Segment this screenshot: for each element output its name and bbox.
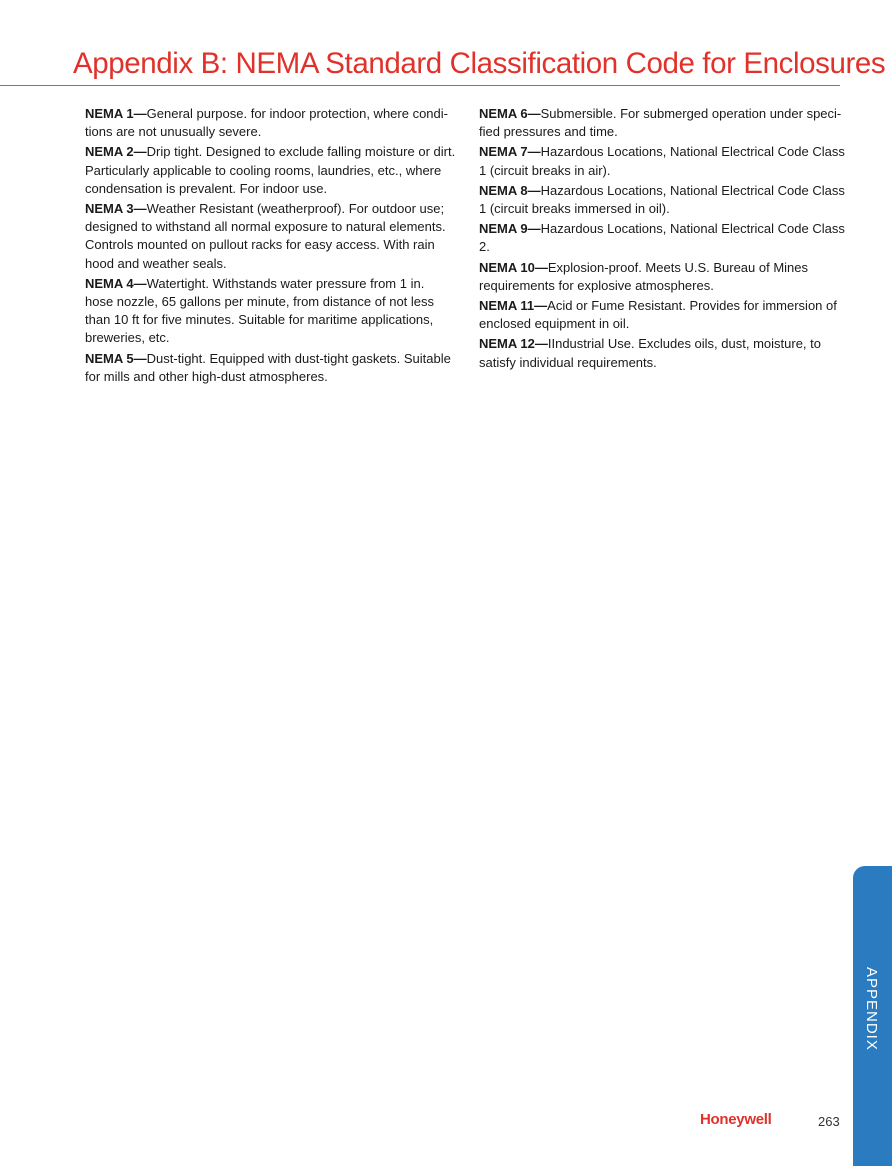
nema-code: NEMA 1— [85, 106, 147, 121]
nema-description: General purpose. for indoor protection, where condi-tions are not unusually severe. [85, 106, 448, 140]
nema-description: Hazardous Locations, National Electrical Code Class 2. [479, 221, 845, 255]
nema-entry-2 [85, 143, 456, 198]
nema-entry-11 [479, 297, 847, 333]
appendix-tab-label: APPENDIX [863, 967, 880, 1051]
nema-entry-8 [479, 182, 847, 218]
nema-code: NEMA 6— [479, 106, 541, 121]
nema-entry-9 [479, 220, 847, 256]
nema-code: NEMA 4— [85, 275, 147, 291]
nema-entry-4 [85, 275, 456, 348]
nema-description: Weather Resistant (weatherproof). For outdoor use; designed to withstand all normal exposure to natural elements. Controls mounted on pullout racks for easy access. With rain hood and weather seals. [85, 201, 446, 271]
nema-code: NEMA 7— [479, 144, 541, 160]
nema-code: NEMA 3— [85, 201, 147, 217]
nema-description: Dust-tight. Equipped with dust-tight gaskets. Suitable for mills and other high-dust atmospheres. [85, 350, 451, 384]
nema-entry-6 [479, 105, 847, 141]
nema-code: NEMA 5— [85, 350, 147, 366]
left-column [85, 105, 456, 388]
nema-code: NEMA 10— [479, 259, 548, 275]
nema-code: NEMA 11— [479, 298, 548, 314]
honeywell-logo: Honeywell [700, 1111, 772, 1128]
nema-description: Hazardous Locations, National Electrical Code Class 1 (circuit breaks in air). [479, 144, 845, 178]
nema-description: Hazardous Locations, National Electrical Code Class 1 (circuit breaks immersed in oil). [479, 182, 845, 217]
nema-code: NEMA 2— [85, 144, 147, 160]
nema-description: Watertight. Withstands water pressure from 1 in. hose nozzle, 65 gallons per minute, from distance of not less than 10 ft for five minutes. Suitable for maritime applications, breweries, etc. [85, 275, 435, 346]
nema-description: IIndustrial Use. Excludes oils, dust, moisture, to satisfy individual requirements. [479, 336, 821, 370]
nema-code: NEMA 12— [479, 336, 548, 352]
nema-description: Submersible. For submerged operation under speci-fied pressures and time. [479, 106, 842, 140]
nema-entry-12 [479, 335, 847, 371]
nema-entry-10 [479, 259, 847, 295]
nema-entry-5 [85, 350, 456, 386]
page-title: Appendix B: NEMA Standard Classification Code for Enclosures [73, 47, 886, 80]
title-divider [0, 85, 840, 86]
nema-entry-1 [85, 105, 456, 141]
nema-description: Explosion-proof. Meets U.S. Bureau of Mines requirements for explosive atmospheres. [479, 259, 808, 293]
nema-entry-7 [479, 143, 847, 179]
nema-description: Acid or Fume Resistant. Provides for immersion of enclosed equipment in oil. [479, 298, 837, 332]
nema-description: Drip tight. Designed to exclude falling moisture or dirt. Particularly applicable to cooling rooms, laundries, etc., where condensation is prevalent. For indoor use. [85, 144, 456, 196]
page-number: 263 [818, 1114, 840, 1129]
nema-entry-3 [85, 200, 456, 273]
nema-code: NEMA 8— [479, 182, 541, 198]
nema-code: NEMA 9— [479, 221, 541, 237]
right-column [479, 105, 847, 374]
